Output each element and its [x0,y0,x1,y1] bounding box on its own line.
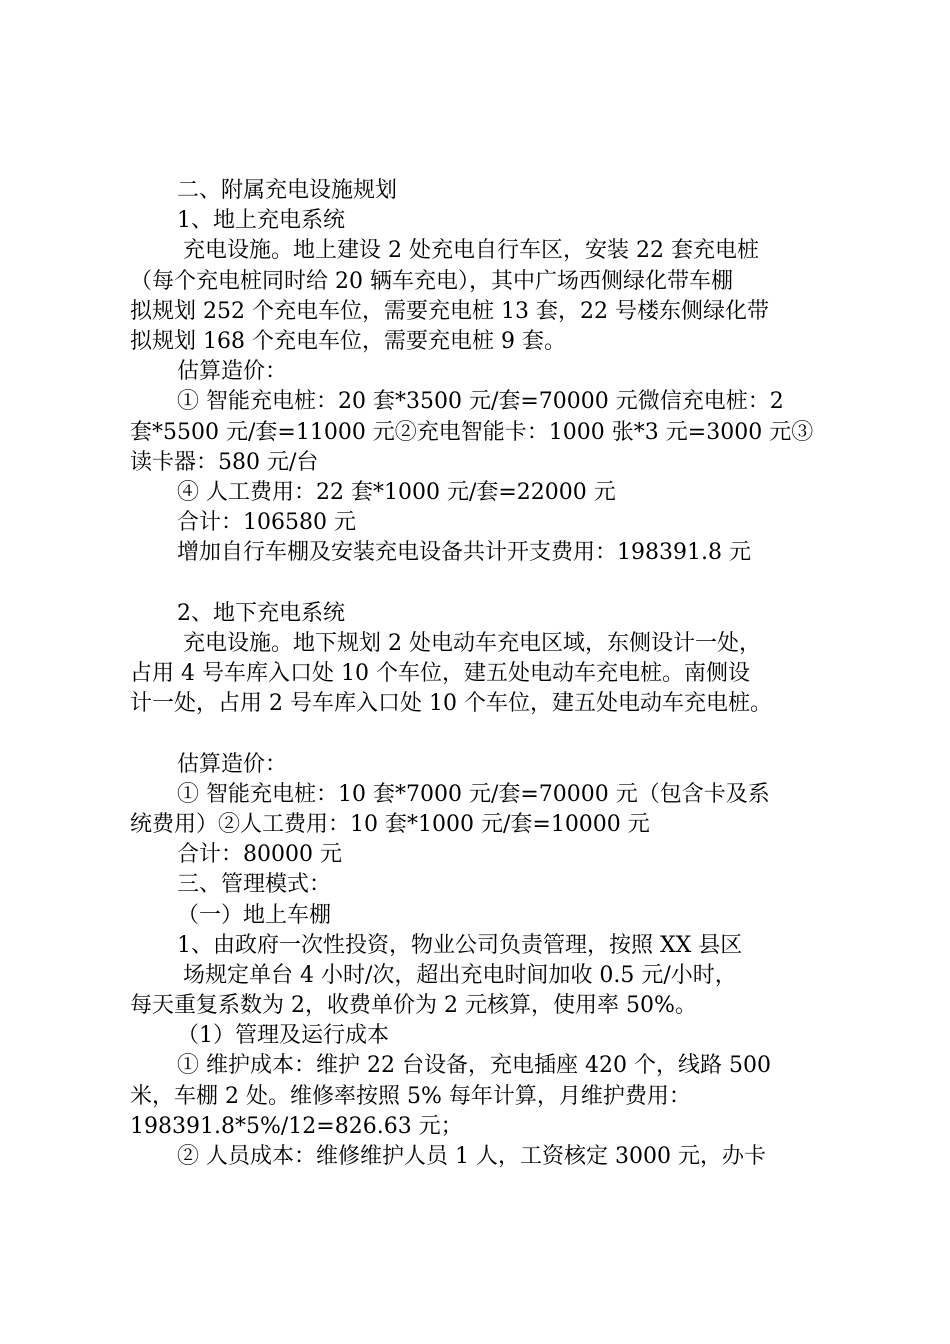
cost-line: 套*5500 元/套=11000 元②充电智能卡：1000 张*3 元=3000 元③ [130,419,814,445]
paragraph-line: 充电设施。地上建设 2 处充电自行车区，安装 22 套充电桩 [183,238,759,264]
subsection-heading: （一）地上车棚 [177,902,332,928]
cost-line: ① 维护成本：维护 22 台设备，充电插座 420 个，线路 500 [177,1053,771,1079]
expense-line: 增加自行车棚及安装充电设备共计开支费用：198391.8 元 [177,540,751,566]
cost-heading: 估算造价： [177,359,288,385]
cost-line: ② 人员成本：维修维护人员 1 人，工资核定 3000 元，办卡 [177,1144,766,1169]
cost-line: ① 智能充电桩：10 套*7000 元/套=70000 元（包含卡及系 [177,781,770,807]
paragraph-line: 每天重复系数为 2，收费单价为 2 元核算，使用率 50%。 [130,993,697,1019]
cost-line: 米，车棚 2 处。维修率按照 5% 每年计算，月维护费用： [130,1083,691,1109]
subsection-heading: 1、地上充电系统 [177,208,345,234]
paragraph-line: 场规定单台 4 小时/次，超出充电时间加收 0.5 元/小时， [183,962,737,988]
paragraph-line: 充电设施。地下规划 2 处电动车充电区域，东侧设计一处， [183,630,761,656]
spacer [130,719,835,749]
paragraph-line: （每个充电桩同时给 20 辆车充电），其中广场西侧绿化带车棚 [130,268,733,294]
document-body [130,176,835,1172]
paragraph-line: 拟规划 252 个充电车位，需要充电桩 13 套，22 号楼东侧绿化带 [130,298,769,324]
cost-line: 读卡器：580 元/台 [130,449,319,475]
paragraph-line: 计一处，占用 2 号车库入口处 10 个车位，建五处电动车充电桩。 [130,691,772,717]
section-heading: 三、管理模式： [177,872,332,898]
cost-heading: 估算造价： [177,751,288,777]
paragraph-line: 拟规划 168 个充电车位，需要充电桩 9 套。 [130,328,566,354]
subsection-heading: 2、地下充电系统 [177,600,345,626]
paragraph-line: 1、由政府一次性投资，物业公司负责管理，按照 XX 县区 [177,932,743,958]
total-line: 合计：106580 元 [177,510,356,536]
subsection-heading: （1）管理及运行成本 [177,1023,389,1049]
cost-line: 198391.8*5%/12=826.63 元； [130,1113,463,1139]
spacer [130,568,835,598]
section-heading: 二、附属充电设施规划 [177,178,398,203]
cost-line: 统费用）②人工费用：10 套*1000 元/套=10000 元 [130,811,650,837]
cost-line: ① 智能充电桩：20 套*3500 元/套=70000 元微信充电桩：2 [177,389,784,415]
paragraph-line: 占用 4 号车库入口处 10 个车位，建五处电动车充电桩。南侧设 [130,661,750,686]
cost-line: ④ 人工费用：22 套*1000 元/套=22000 元 [177,479,616,505]
total-line: 合计：80000 元 [177,842,342,868]
